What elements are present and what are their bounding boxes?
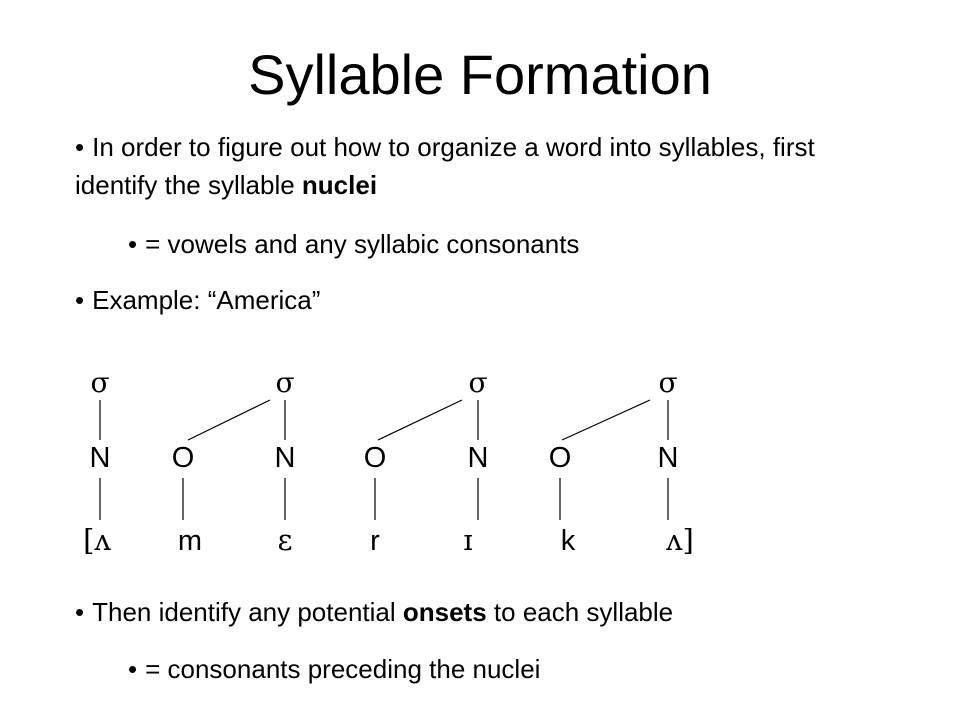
branch-line: [188, 400, 270, 440]
bullet-example: [75, 281, 855, 319]
bullet-text: = consonants preceding the nuclei: [145, 654, 541, 684]
node-onset: O: [548, 442, 572, 474]
term-onsets: onsets: [402, 597, 487, 627]
bullet-text: to each syllable: [486, 597, 674, 627]
sigma-4: σ: [658, 366, 678, 399]
term-nuclei: nuclei: [301, 170, 378, 200]
node-onset: O: [171, 442, 195, 474]
bullet-marker: •: [128, 229, 138, 259]
node-nucleus: N: [274, 442, 296, 474]
segment-open-bracket-wedge: [ʌ: [83, 523, 111, 557]
slide-title: Syllable Formation: [248, 43, 712, 106]
subbullet-onsets-definition: [128, 650, 908, 688]
node-nucleus: N: [467, 442, 489, 474]
syllable-tree-diagram: [0, 340, 960, 580]
bullet-identify-onsets: [75, 593, 895, 631]
bullet-marker: •: [128, 654, 138, 684]
bullet-marker: •: [75, 132, 85, 162]
node-nucleus: N: [657, 442, 679, 474]
bullet-marker: •: [75, 597, 85, 627]
bullet-text: = vowels and any syllabic consonants: [145, 229, 580, 259]
segment-m: m: [177, 525, 203, 557]
segment-r: r: [370, 525, 380, 557]
bullet-text: Example: “America”: [92, 285, 321, 315]
node-nucleus: N: [89, 442, 111, 474]
segment-wedge-close-bracket: ʌ]: [666, 523, 694, 557]
segment-k: k: [560, 525, 576, 557]
branch-line: [378, 400, 462, 440]
bullet-identify-nuclei: [75, 128, 895, 204]
subbullet-nuclei-definition: [128, 225, 908, 263]
bullet-marker: •: [75, 285, 85, 315]
bullet-text: In order to figure out how to organize a word into syllables, first identify the syllable: [75, 132, 815, 200]
node-onset: O: [363, 442, 387, 474]
sigma-2: σ: [275, 366, 295, 399]
bullet-text: Then identify any potential: [92, 597, 403, 627]
branch-line: [562, 400, 650, 440]
sigma-1: σ: [90, 366, 110, 399]
segment-epsilon: ɛ: [277, 523, 293, 557]
segment-small-cap-i: ɪ: [463, 523, 473, 557]
sigma-3: σ: [468, 366, 488, 399]
